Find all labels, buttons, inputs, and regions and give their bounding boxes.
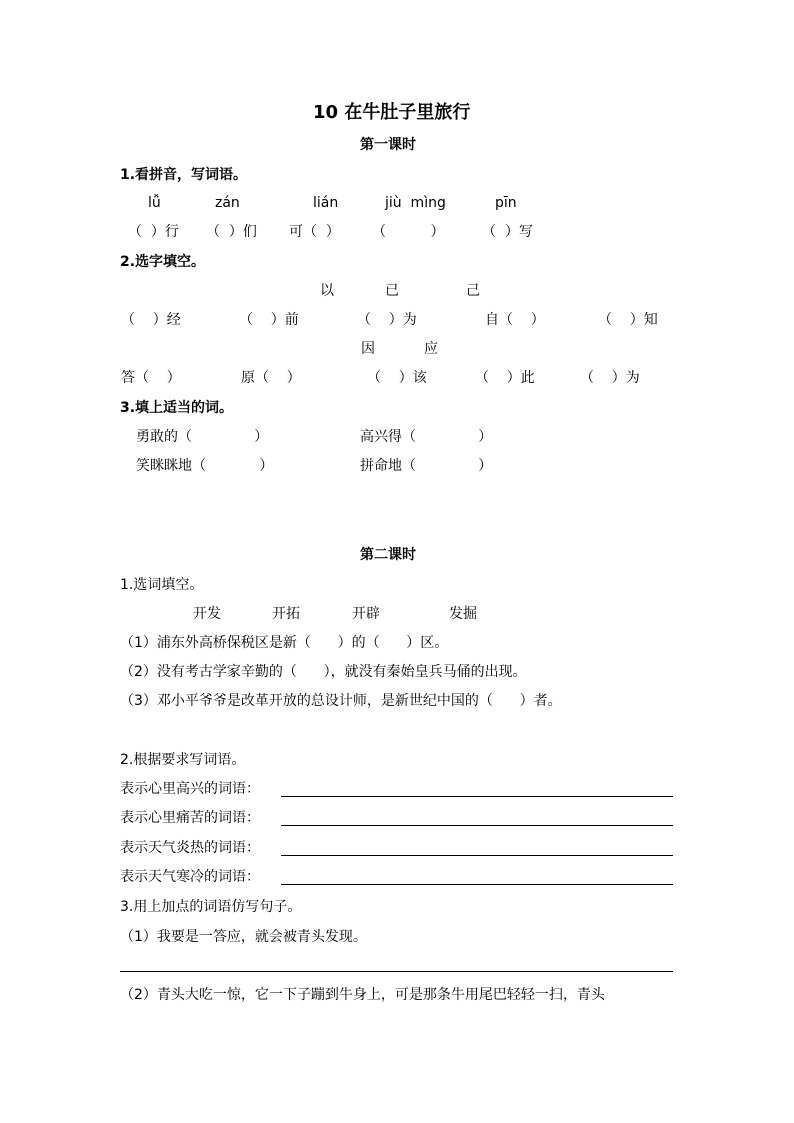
- answer-line-3[interactable]: [281, 855, 673, 856]
- row2-item-4[interactable]: （ ）此: [475, 370, 535, 386]
- imitate-sentence-2: （2）青头大吃一惊，它一下子蹦到牛身上，可是那条牛用尾巴轻轻一扫，青头: [120, 987, 605, 1003]
- sentence-2[interactable]: （2）没有考古学家辛勤的（ ），就没有秦始皇兵马俑的出现。: [120, 664, 527, 680]
- sentence-1[interactable]: （1）浦东外高桥保税区是新（ ）的（ ）区。: [120, 635, 449, 651]
- word-option-2: 开拓: [272, 606, 300, 622]
- q2-title: 2.选字填空。: [120, 254, 206, 270]
- blank-2[interactable]: （ ）们: [206, 224, 257, 240]
- row2-item-5[interactable]: （ ）为: [580, 370, 640, 386]
- q1-title: 1.看拼音，写词语。: [120, 167, 248, 183]
- write-label-3: 表示天气炎热的词语：: [120, 840, 260, 856]
- pinyin-3: lián: [313, 195, 339, 211]
- l2-q1-title: 1.选词填空。: [120, 577, 204, 593]
- blank-3[interactable]: 可（ ）: [289, 224, 340, 240]
- row1-item-2[interactable]: （ ）前: [239, 312, 299, 328]
- l2-q2-title: 2.根据要求写词语。: [120, 752, 246, 768]
- answer-line-4[interactable]: [281, 884, 673, 885]
- imitate-sentence-1: （1）我要是一答应，就会被青头发现。: [120, 929, 367, 945]
- row2-item-2[interactable]: 原（ ）: [241, 370, 301, 386]
- pinyin-1: lǚ: [148, 195, 161, 211]
- row2-item-1[interactable]: 答（ ）: [121, 370, 181, 386]
- fill-item-2[interactable]: 高兴得（ ）: [360, 429, 493, 445]
- write-label-4: 表示天气寒冷的词语：: [120, 869, 260, 885]
- row1-item-3[interactable]: （ ）为: [357, 312, 417, 328]
- l2-q3-title: 3.用上加点的词语仿写句子。: [120, 899, 302, 915]
- fill-item-4[interactable]: 拼命地（ ）: [360, 458, 493, 474]
- row1-item-1[interactable]: （ ）经: [121, 312, 181, 328]
- blank-4[interactable]: （ ）: [372, 224, 445, 240]
- row2-item-3[interactable]: （ ）该: [367, 370, 427, 386]
- answer-line-2[interactable]: [281, 825, 673, 826]
- word-option-3: 开辟: [352, 606, 380, 622]
- option-yi3: 以: [320, 283, 334, 299]
- q3-title: 3.填上适当的词。: [120, 400, 234, 416]
- option-yi3b: 已: [385, 283, 399, 299]
- sentence-3[interactable]: （3）邓小平爷爷是改革开放的总设计师，是新世纪中国的（ ）者。: [120, 693, 562, 709]
- fill-item-1[interactable]: 勇敢的（ ）: [136, 429, 269, 445]
- word-option-4: 发掘: [449, 606, 477, 622]
- lesson2-heading: 第二课时: [360, 547, 416, 563]
- option-ji3: 己: [466, 283, 480, 299]
- blank-5[interactable]: （ ）写: [482, 224, 533, 240]
- answer-line-5[interactable]: [120, 971, 673, 972]
- blank-1[interactable]: （ ）行: [128, 224, 179, 240]
- pinyin-2: zán: [215, 195, 240, 211]
- row1-item-4[interactable]: 自（ ）: [485, 312, 545, 328]
- fill-item-3[interactable]: 笑眯眯地（ ）: [136, 458, 274, 474]
- write-label-2: 表示心里痛苦的词语：: [120, 810, 260, 826]
- word-option-1: 开发: [193, 606, 221, 622]
- option-yin: 因: [361, 341, 375, 357]
- option-ying: 应: [424, 341, 438, 357]
- write-label-1: 表示心里高兴的词语：: [120, 781, 260, 797]
- row1-item-5[interactable]: （ ）知: [598, 312, 658, 328]
- pinyin-4: jiù mìng: [385, 195, 446, 211]
- answer-line-1[interactable]: [281, 796, 673, 797]
- page-title: 10 在牛肚子里旅行: [313, 102, 471, 123]
- pinyin-5: pīn: [495, 195, 517, 211]
- lesson1-heading: 第一课时: [360, 137, 416, 153]
